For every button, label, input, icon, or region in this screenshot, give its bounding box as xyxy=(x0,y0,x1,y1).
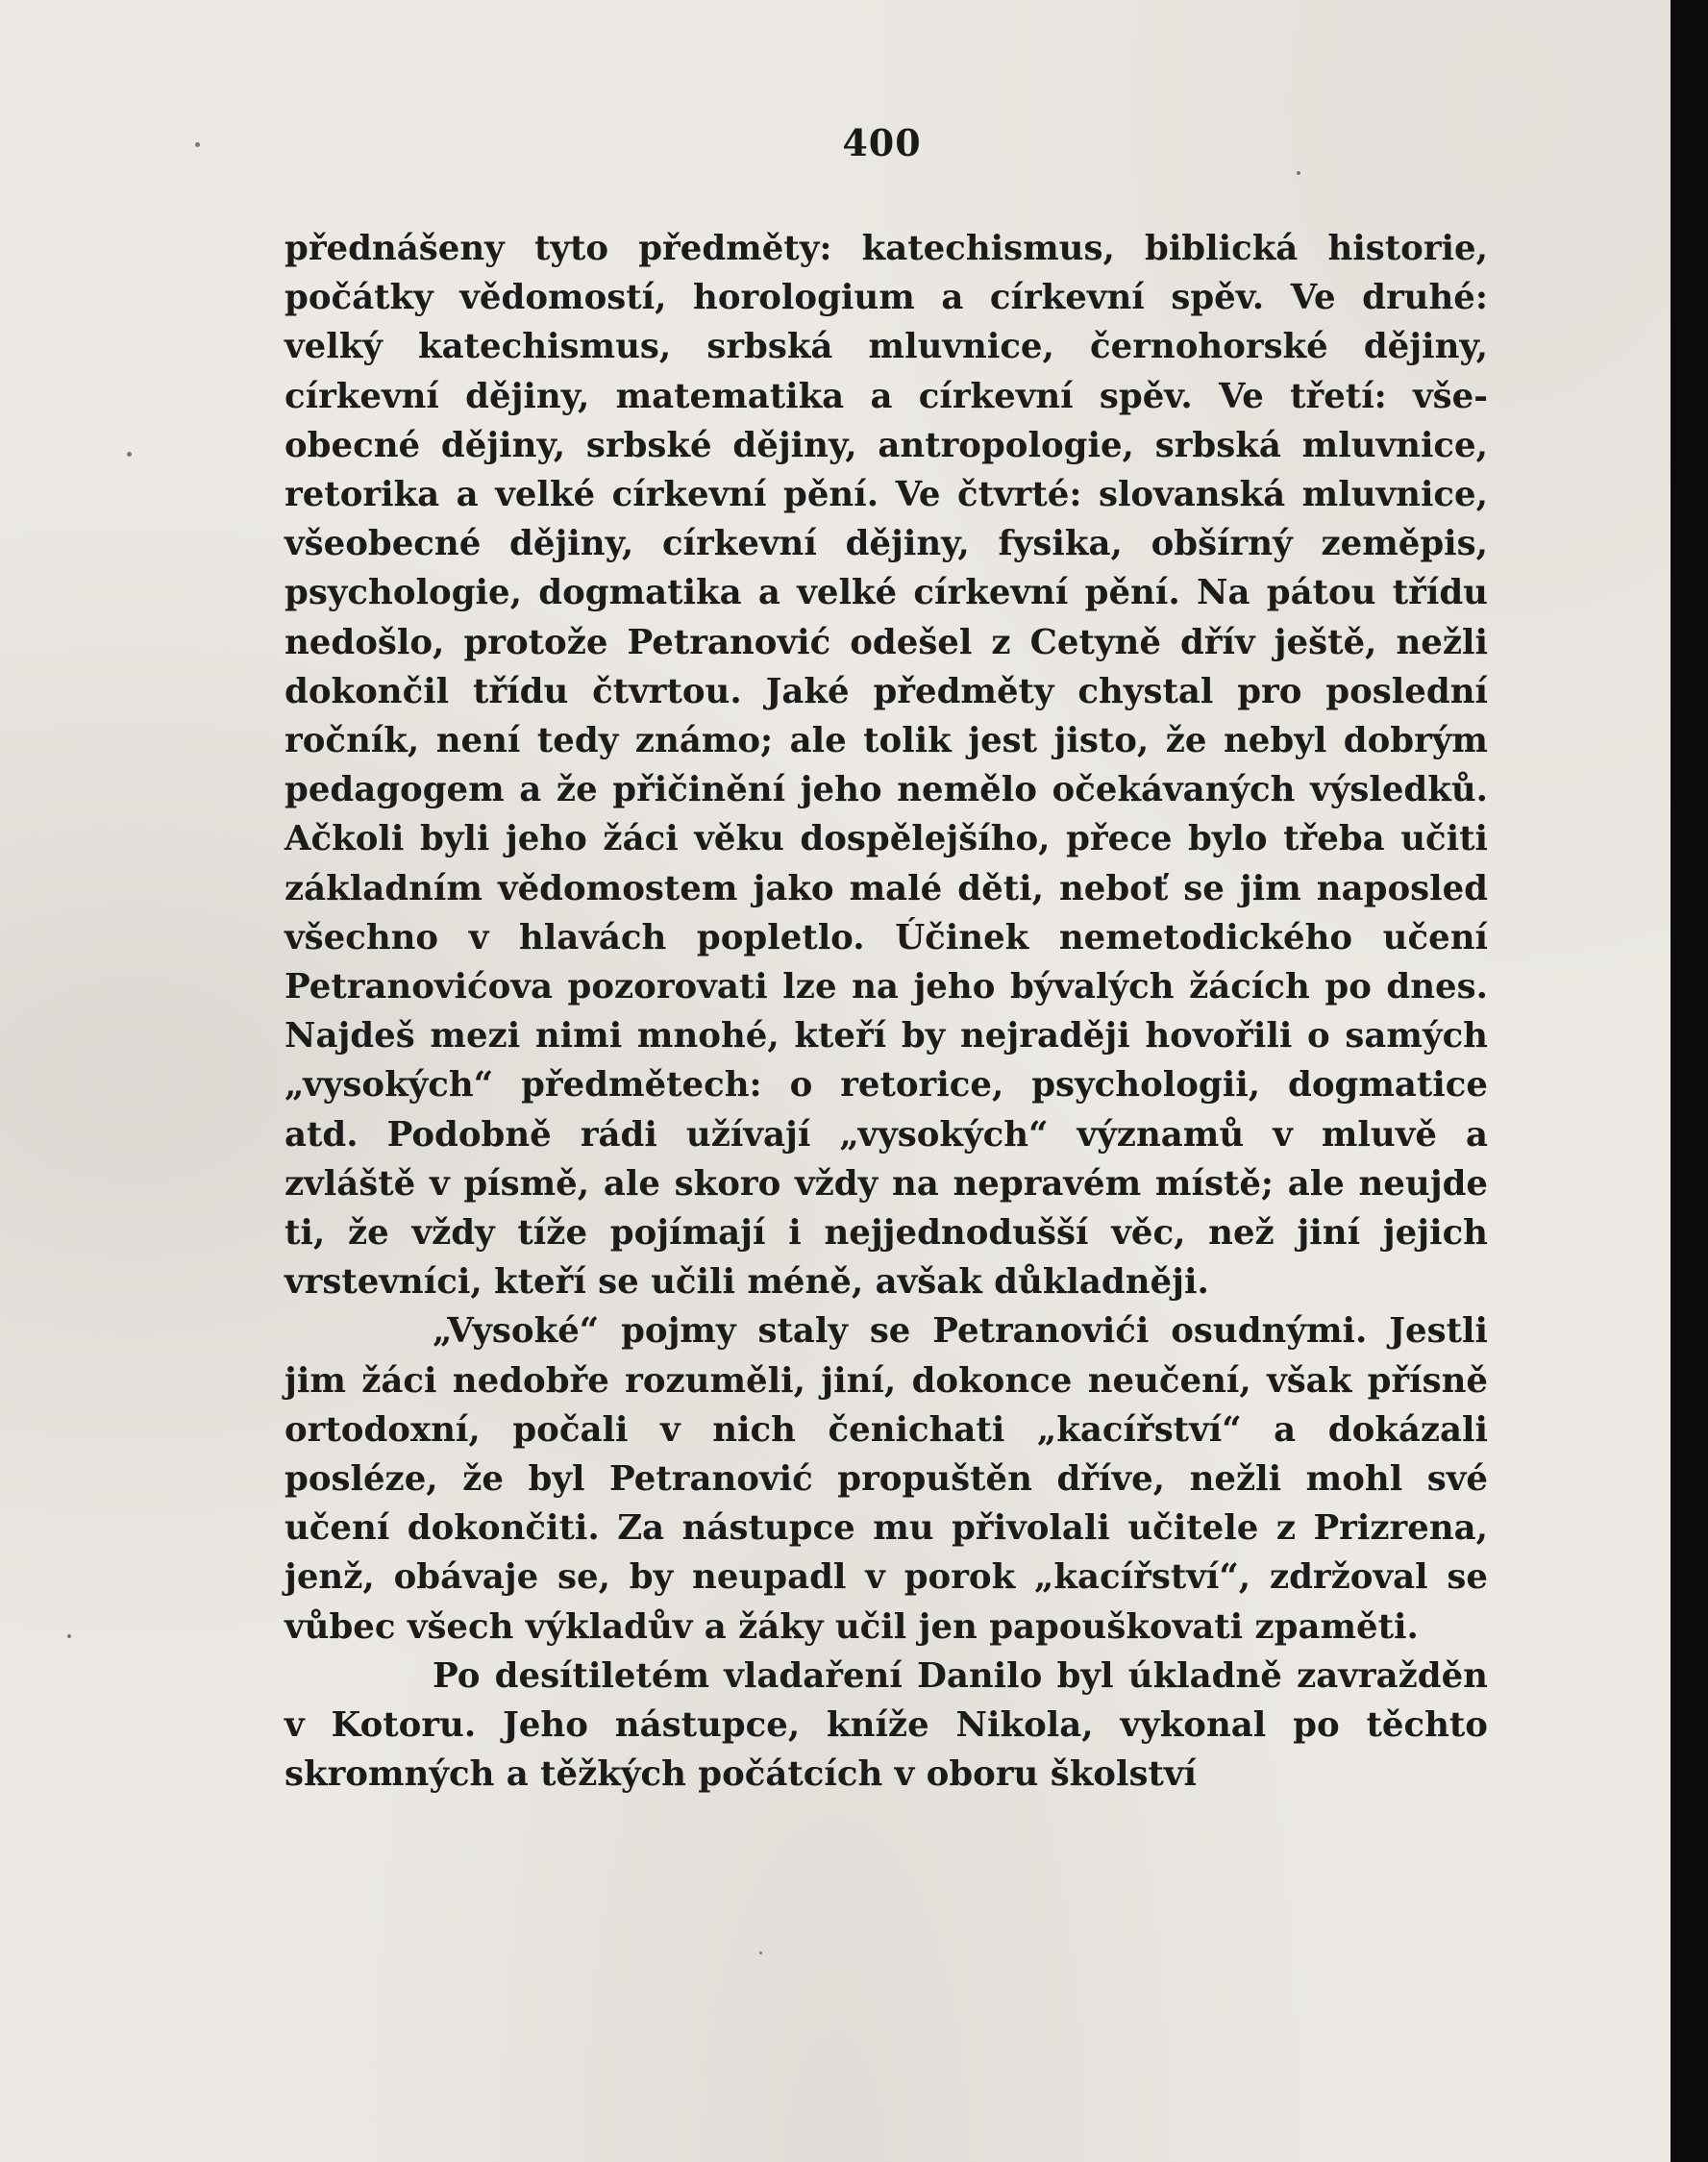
speck xyxy=(1297,171,1300,175)
speck xyxy=(127,452,132,457)
paragraph: Po desítiletém vladaření Danilo byl úkladně zavražděn v Kotoru. Jeho nástupce, kníže Nikola, vykonal po těchto skromných a těžkých počátcích v oboru školství xyxy=(285,1655,1488,1795)
speck xyxy=(759,1951,762,1954)
paragraph: přednášeny tyto předměty: katechismus, biblická historie, počátky vědomostí, horologium a církevní spěv. Ve druhé: velký katechismus, srbská mluvnice, černohorské dějiny, církevní dějiny, matematika a církevní spěv. Ve třetí: všeobecné dějiny, srbské dějiny, antropologie, srbská mluvnice, retorika a velké církevní pění. Ve čtvrté: slovanská mluvnice, všeobecné dějiny, církevní dějiny, fysika, obšírný zeměpis, psychologie, dogmatika a velké církevní pění. Na pátou třídu nedošlo, protože Petranović odešel z Cetyně dřív ještě, nežli dokončil třídu čtvrtou. Jaké předměty chystal pro poslední ročník, není tedy známo; ale tolik jest jisto, že nebyl dobrým pedagogem a že přičinění jeho nemělo očekávaných výsledků. Ačkoli byli jeho žáci věku dospělejšího, přece bylo třeba učiti základním vědomostem jako malé děti, neboť se jim naposled všechno v hlavách popletlo. Účinek nemetodického učení Petranovićova pozorovati lze na jeho bývalých žácích po dnes. Najdeš mezi nimi mnohé, kteří by nejraději hovořili o samých „vysokých“ předmětech: o retorice, psychologii, dogmatice atd. Podobně rádi užívají „vysokých“ významů v mluvě a zvláště v písmě, ale skoro vždy na nepravém místě; ale neujde ti, že vždy tíže pojímají i nejjednodušší věc, než jiní jejich vrstevníci, kteří se učili méně, avšak důkladněji. xyxy=(285,229,1488,1303)
speck xyxy=(67,1634,71,1638)
page-number: 400 xyxy=(842,121,922,164)
body-text xyxy=(285,224,1488,1800)
binding-edge xyxy=(1671,0,1708,2162)
paragraph: „Vysoké“ pojmy staly se Petranovići osudnými. Jestli jim žáci nedobře rozuměli, jiní, dokonce neučení, však přísně ortodoxní, počali v nich čenichati „kacířství“ a dokázali posléze, že byl Petranović propuštěn dříve, nežli mohl své učení dokončiti. Za nástupce mu přivolali učitele z Prizrena, jenž, obávaje se, by neupadl v porok „kacířství“, zdržoval se vůbec všech výkladův a žáky učil jen papouškovati zpaměti. xyxy=(285,1311,1488,1647)
